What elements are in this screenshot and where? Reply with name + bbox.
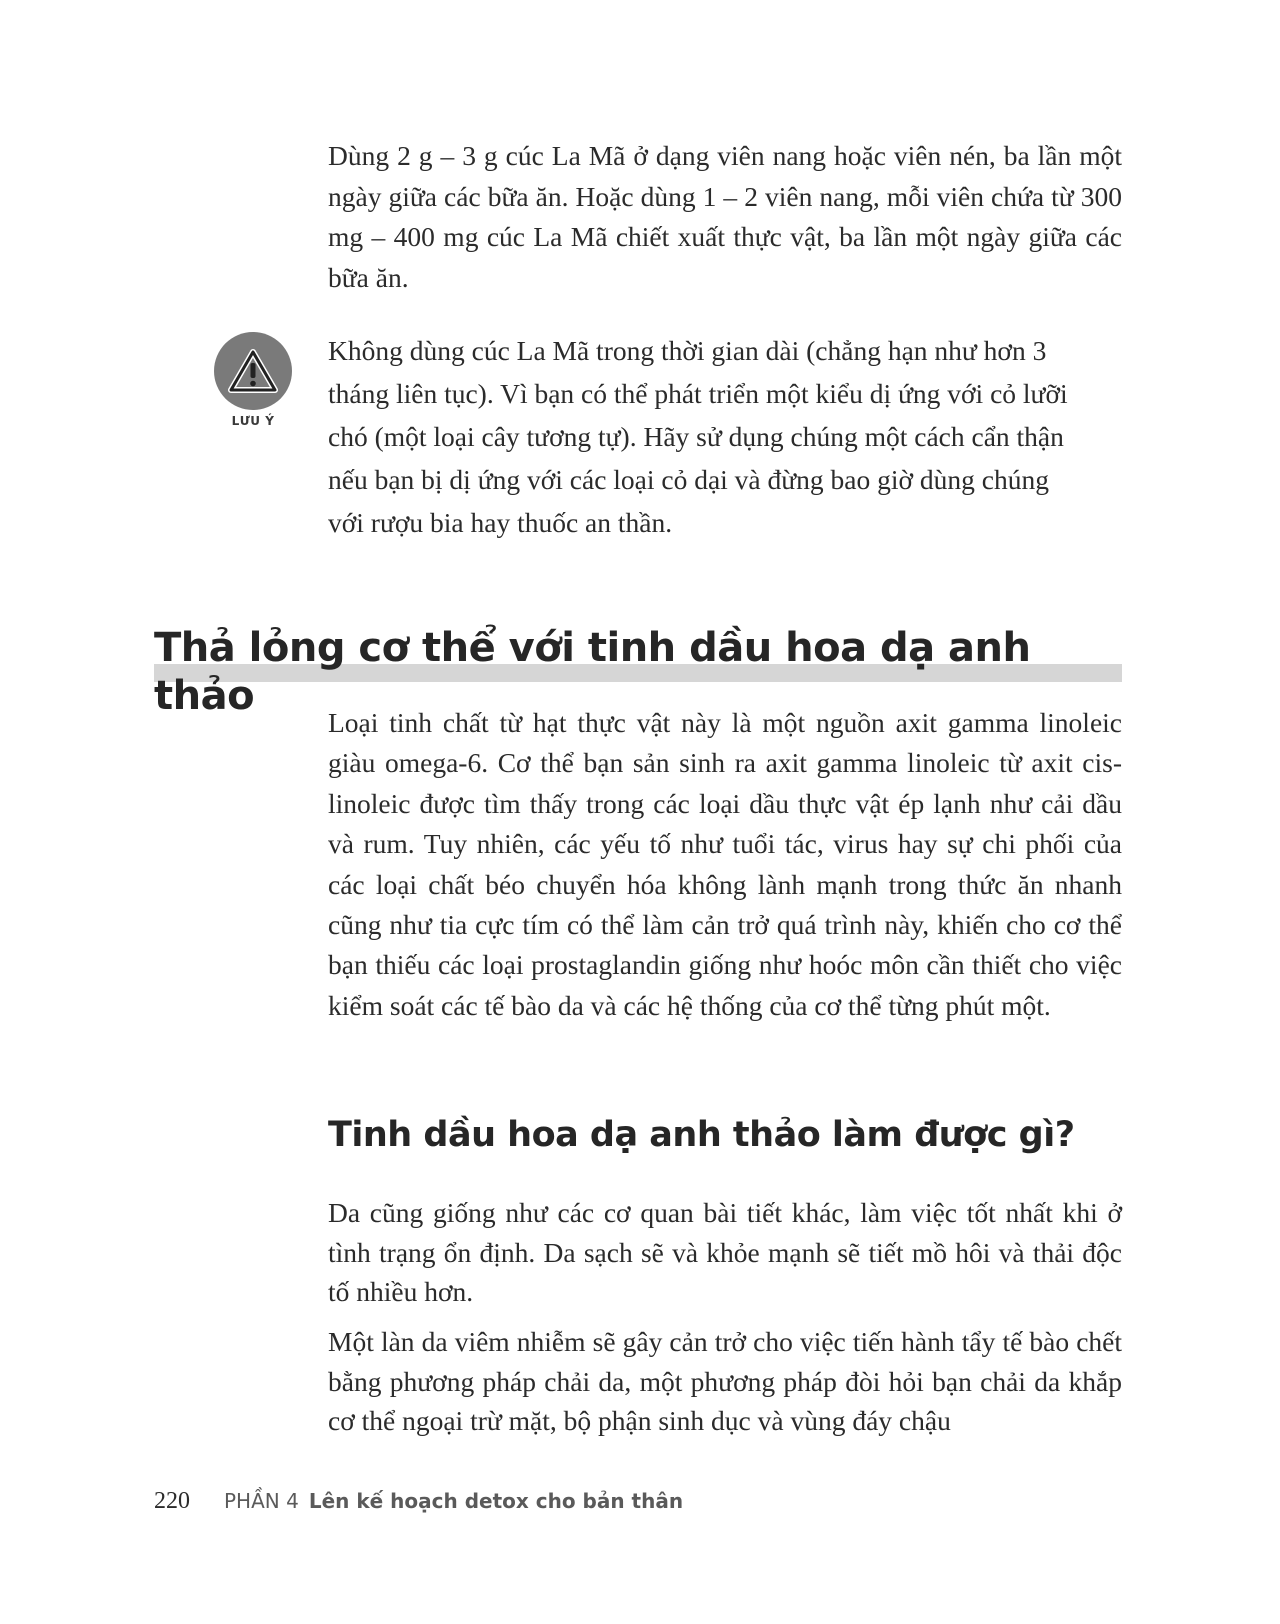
page-number: 220 <box>154 1488 190 1514</box>
warning-label: LƯU Ý <box>231 414 275 428</box>
part-label: PHẦN 4 <box>224 1489 299 1513</box>
page-footer <box>154 1488 683 1518</box>
section-heading: Thả lỏng cơ thể với tinh dầu hoa dạ anh thảo <box>154 625 1031 719</box>
primrose-intro-paragraph: Loại tinh chất từ hạt thực vật này là một nguồn axit gamma linoleic giàu omega-6. Cơ thể bạn sản sinh ra axit gamma linoleic từ axit cis-linoleic được tìm thấy trong các loại dầu thực vật ép lạnh như cải dầu và rum. Tuy nhiên, các yếu tố như tuổi tác, virus hay sự chi phối của các loại chất béo chuyển hóa không lành mạnh trong thức ăn nhanh cũng như tia cực tím có thể làm cản trở quá trình này, khiến cho cơ thể bạn thiếu các loại prostaglandin giống như hoóc môn cần thiết cho việc kiểm soát các tế bào da và các hệ thống của cơ thể từng phút một. <box>328 707 1122 1021</box>
dosage-paragraph: Dùng 2 g – 3 g cúc La Mã ở dạng viên nang hoặc viên nén, ba lần một ngày giữa các bữa ăn. Hoặc dùng 1 – 2 viên nang, mỗi viên chứa từ 300 mg – 400 mg cúc La Mã chiết xuất thực vật, ba lần một ngày giữa các bữa ăn. <box>328 140 1122 293</box>
warning-triangle-glyph <box>227 348 279 394</box>
skin-paragraph-2: Một làn da viêm nhiễm sẽ gây cản trở cho việc tiến hành tẩy tế bào chết bằng phương pháp chải da, một phương pháp đòi hỏi bạn chải da khắp cơ thể ngoại trừ mặt, bộ phận sinh dục và vùng đáy chậu <box>328 1326 1122 1436</box>
skin-paragraph-1: Da cũng giống như các cơ quan bài tiết khác, làm việc tốt nhất khi ở tình trạng ổn định. Da sạch sẽ và khỏe mạnh sẽ tiết mồ hôi và thải độc tố nhiều hơn. <box>328 1197 1122 1307</box>
warning-note <box>214 332 292 428</box>
chapter-title: Lên kế hoạch detox cho bản thân <box>308 1489 684 1513</box>
warning-triangle-icon <box>214 332 292 410</box>
subsection-heading: Tinh dầu hoa dạ anh thảo làm được gì? <box>328 1115 1075 1155</box>
warning-text: Không dùng cúc La Mã trong thời gian dài (chẳng hạn như hơn 3 tháng liên tục). Vì bạn có thể phát triển một kiểu dị ứng với cỏ lưỡi chó (một loại cây tương tự). Hãy sử dụng chúng một cách cẩn thận nếu bạn bị dị ứng với các loại cỏ dại và đừng bao giờ dùng chúng với rượu bia hay thuốc an thần. <box>328 335 1068 538</box>
